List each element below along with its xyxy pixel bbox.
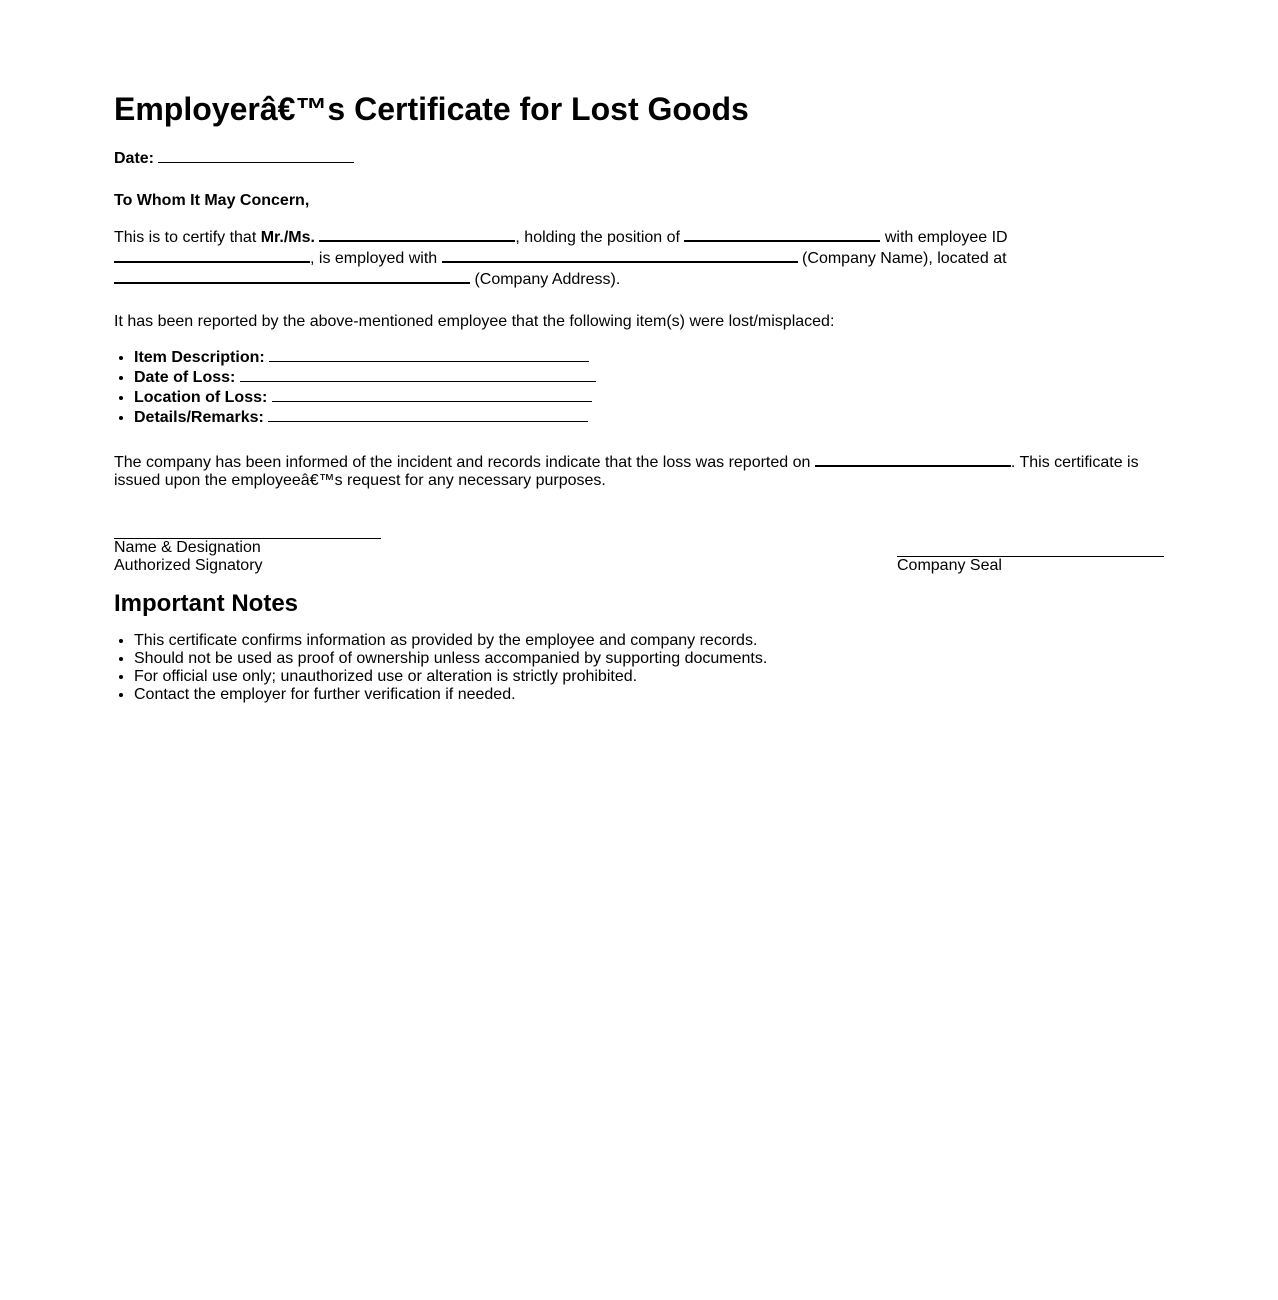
certify-text-3: with employee ID [880, 229, 1008, 246]
certificate-document [0, 0, 1164, 704]
date-of-loss-label: Date of Loss: [134, 369, 236, 386]
informed-paragraph [114, 451, 1154, 490]
reported-paragraph: It has been reported by the above-mentioned employee that the following item(s) were lost/misplaced: [114, 313, 835, 330]
list-item: • For official use only; unauthorized use or alteration is strictly prohibited. [134, 668, 1164, 686]
certify-text-6: (Company Address). [470, 271, 621, 288]
document-title: Employerâ€™s Certificate for Lost Goods [114, 91, 749, 127]
company-address-blank [114, 268, 470, 284]
date-row [114, 148, 1164, 168]
company-seal-label: Company Seal [897, 557, 1002, 574]
list-item [134, 367, 1164, 387]
certify-text-4: , is employed with [310, 250, 442, 267]
certify-text-1: This is to certify that [114, 229, 261, 246]
name-designation-label: Name & Designation [114, 539, 261, 556]
authorized-signatory-label: Authorized Signatory [114, 557, 263, 574]
salutation: To Whom It May Concern, [114, 192, 310, 209]
notes-list [114, 632, 1164, 704]
company-name-blank [442, 247, 798, 263]
list-item [134, 347, 1164, 367]
certify-text-2: , holding the position of [515, 229, 685, 246]
reported-date-blank [815, 451, 1011, 467]
employee-name-blank [319, 226, 515, 242]
informed-text-2: . This certificate is issued upon the employeeâ€™s request for any necessary purposes. [114, 454, 1139, 489]
certify-paragraph [114, 226, 1014, 289]
details-remarks-label: Details/Remarks: [134, 409, 264, 426]
certify-text-5: (Company Name), located at [797, 250, 1007, 267]
date-of-loss-blank [240, 367, 596, 382]
notes-heading: Important Notes [114, 590, 299, 617]
location-of-loss-label: Location of Loss: [134, 389, 268, 406]
item-description-blank [269, 347, 589, 362]
lost-items-list [114, 347, 1164, 427]
list-item: • This certificate confirms information as provided by the employee and company records. [134, 632, 1164, 650]
employee-id-blank [114, 247, 310, 263]
company-seal-block [897, 556, 1164, 575]
location-of-loss-blank [272, 387, 592, 402]
item-description-label: Item Description: [134, 349, 265, 366]
authorized-signatory-block [114, 538, 381, 575]
date-label: Date: [114, 150, 155, 167]
list-item [134, 387, 1164, 407]
list-item: • Should not be used as proof of ownership unless accompanied by supporting documents. [134, 650, 1164, 668]
list-item [134, 407, 1164, 427]
list-item: • Contact the employer for further verification if needed. [134, 686, 1164, 704]
signature-section [114, 538, 1164, 592]
informed-text-1: The company has been informed of the incident and records indicate that the loss was reported on [114, 454, 815, 471]
position-blank [684, 226, 880, 242]
details-remarks-blank [268, 407, 588, 422]
mr-ms-label: Mr./Ms. [260, 229, 315, 246]
date-blank [158, 148, 354, 163]
